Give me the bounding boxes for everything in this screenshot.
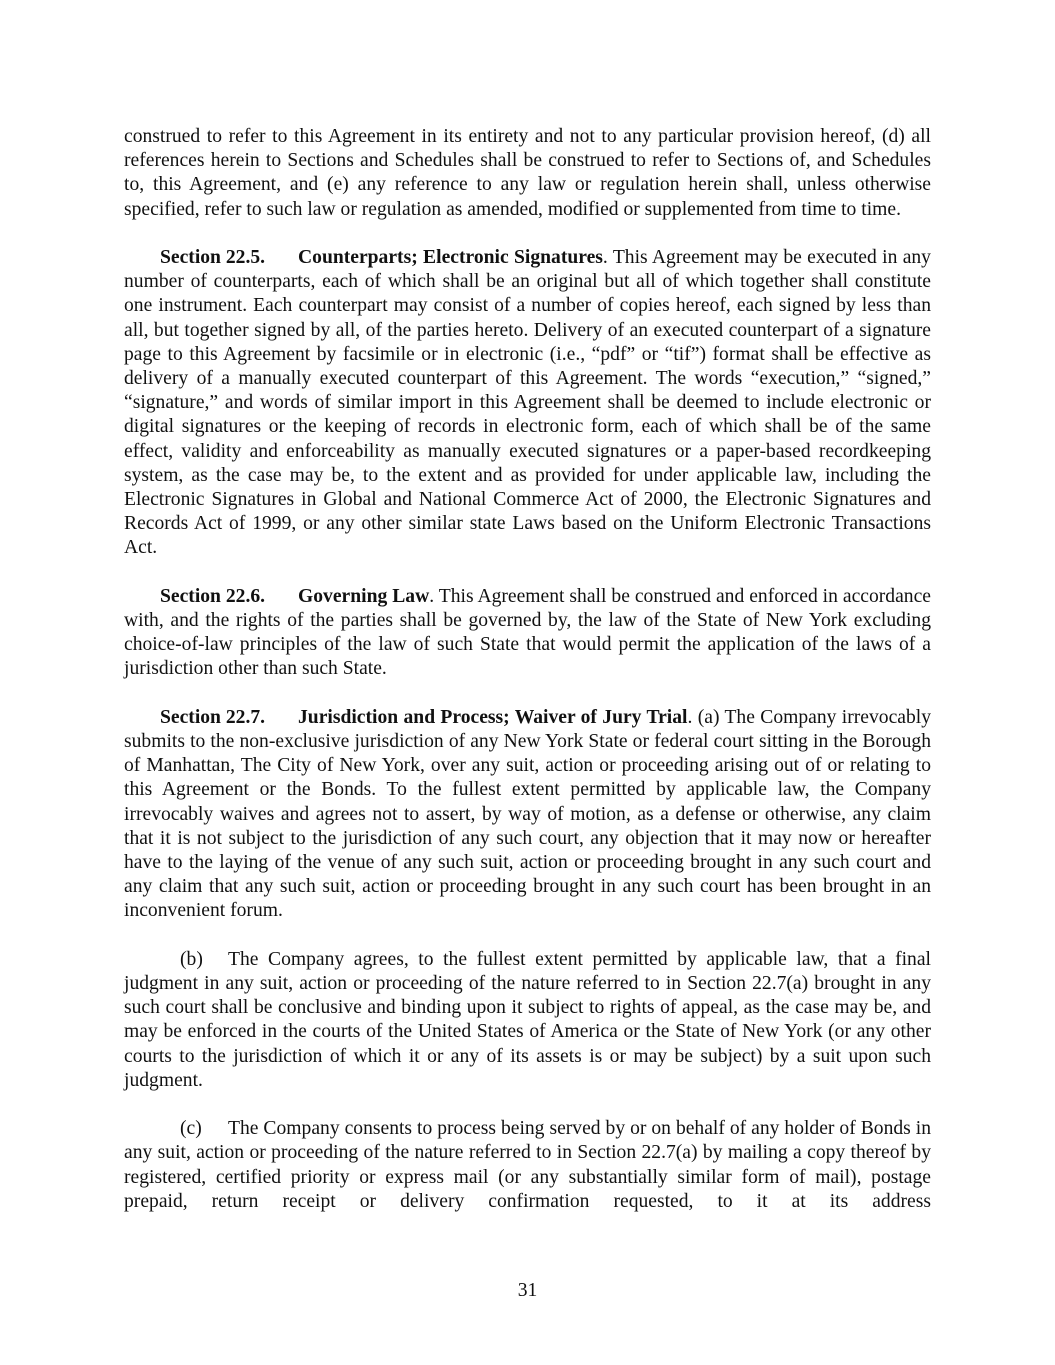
subparagraph-c [124, 1117, 931, 1214]
section-title: Counterparts; Electronic Signatures [298, 247, 603, 268]
section-22-5: Section 22.5. Counterparts; Electronic Signatures. This Agreement may be executed in any number of counterparts, each of which shall be an original but all of which together shall constitute one instrument. Each counterpart may consist of a number of copies hereof, each signed by less than all, but together signed by all, of the parties hereto. Delivery of an executed counterpart of a signature page to this Agreement by facsimile or in electronic (i.e., “pdf” or “tif”) format shall be effective as delivery of a manually executed counterpart of this Agreement. The words “execution,” “signed,” “signature,” and words of similar import in this Agreement shall be deemed to include electronic or digital signatures or the keeping of records in electronic form, each of which shall be of the same effect, validity and enforceability as manually executed signatures or a paper-based recordkeeping system, as the case may be, to the extent and as provided for under applicable law, including the Electronic Signatures in Global and National Commerce Act of 2000, the Electronic Signatures and Records Act of 1999, or any other similar state Laws based on the Uniform Electronic Transactions Act. [124, 247, 931, 559]
section-22-7: Section 22.7. Jurisdiction and Process; Waiver of Jury Trial. (a) The Company irrevocably submits to the non-exclusive jurisdiction of any New York State or federal court sitting in the Borough of Manhattan, The City of New York, over any suit, action or proceeding arising out of or relating to this Agreement or the Bonds. To the fullest extent permitted by applicable law, the Company irrevocably waives and agrees not to assert, by way of motion, as a defense or otherwise, any claim that it is not subject to the jurisdiction of any such court, any objection that it may now or hereafter have to the laying of the venue of any such suit, action or proceeding brought in any such court and any claim that any such suit, action or proceeding brought in any such court has been brought in an inconvenient forum. [124, 706, 932, 922]
section-title: Governing Law [298, 585, 430, 607]
section-body: (a) The Company irrevocably submits to the non-exclusive jurisdiction of any New York State or federal court sitting in the Borough of Manhattan, The City of New York, over any suit, action or proceeding arising out of or relating to this Agreement or the Bonds. To the fullest extent permitted by applicable law, the Company irrevocably waives and agrees not to assert, by way of motion, as a defense or otherwise, any claim that it is not subject to the jurisdiction of any such court, any objection that it may now or hereafter have to the laying of the venue of any such suit, action or proceeding brought in any such court and any claim that any such suit, action or proceeding brought in any such court has been brought in an inconvenient forum. [124, 706, 932, 922]
section-number: Section 22.5. [160, 247, 266, 268]
page-number: 31 [517, 1280, 538, 1301]
subparagraph-body: The Company agrees, to the fullest extent permitted by applicable law, that a final judgment in any suit, action or proceeding of the nature referred to in Section 22.7(a) brought in any such court shall be conclusive and binding upon it subject to rights of appeal, as the case may be, and may be enforced in the courts of the United States of America or the State of New York (or any other courts to the jurisdiction of which it or any of its assets is or may be subject) by a suit upon such judgment. [124, 948, 931, 1091]
section-title: Jurisdiction and Process; Waiver of Jury Trial [298, 706, 688, 728]
continuation-paragraph: construed to refer to this Agreement in its entirety and not to any particular provision hereof, (d) all references herein to Sections and Schedules shall be construed to refer to Sections of, and Schedules to, this Agreement, and (e) any reference to any law or regulation herein shall, unless otherwise specified, refer to such law or regulation as amended, modified or supplemented from time to time. [124, 126, 931, 220]
document-body [124, 125, 931, 1214]
subparagraph-b [124, 948, 931, 1093]
section-number: Section 22.6. [160, 585, 266, 607]
section-body: This Agreement shall be construed and enforced in accordance with, and the rights of the parties shall be governed by, the law of the State of New York excluding choice-of-law principles of the law of such State that would permit the application of the laws of a jurisdiction other than such State. [124, 585, 931, 680]
section-body: This Agreement may be executed in any number of counterparts, each of which shall be an original but all of which together shall constitute one instrument. Each counterpart may consist of a number of copies hereof, each signed by less than all, but together signed by all, of the parties hereto. Delivery of an executed counterpart of a signature page to this Agreement by facsimile or in electronic (i.e., “pdf” or “tif”) format shall be effective as delivery of a manually executed counterpart of this Agreement. The words “execution,” “signed,” “signature,” and words of similar import in this Agreement shall be deemed to include electronic or digital signatures or the keeping of records in electronic form, each of which shall be of the same effect, validity and enforceability as manually executed signatures or a paper-based recordkeeping system, as the case may be, to the extent and as provided for under applicable law, including the Electronic Signatures in Global and National Commerce Act of 2000, the Electronic Signatures and Records Act of 1999, or any other similar state Laws based on the Uniform Electronic Transactions Act. [124, 247, 931, 559]
section-22-6: Section 22.6. Governing Law. This Agreement shall be construed and enforced in accordance with, and the rights of the parties shall be governed by, the law of the State of New York excluding choice-of-law principles of the law of such State that would permit the application of the laws of a jurisdiction other than such State. [124, 585, 931, 680]
subparagraph-label: (c) [180, 1118, 202, 1140]
subparagraph-body: The Company consents to process being served by or on behalf of any holder of Bonds in any suit, action or proceeding of the nature referred to in Section 22.7(a) by mailing a copy thereof by registered, certified priority or express mail (or any substantially similar form of mail), postage prepaid, return receipt or delivery confirmation requested, to it at its address [124, 1118, 931, 1212]
section-number: Section 22.7. [160, 706, 266, 728]
subparagraph-label: (b) [180, 948, 203, 970]
